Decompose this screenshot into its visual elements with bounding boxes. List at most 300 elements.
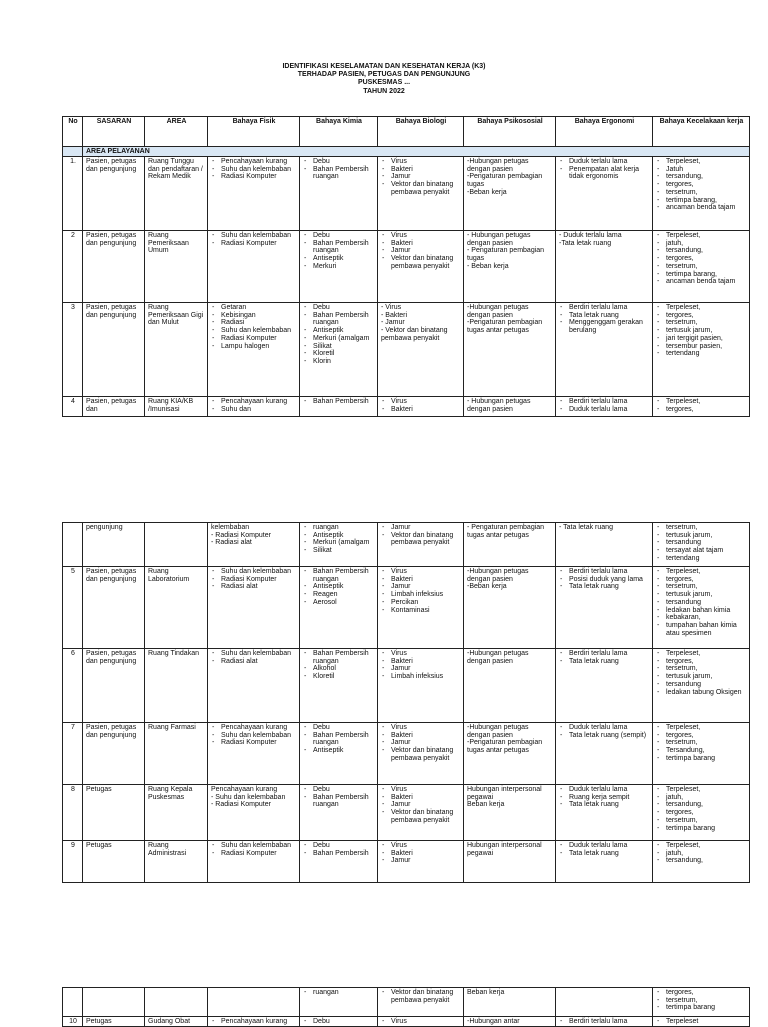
list-item: - Bakteri [381, 850, 461, 858]
header-bahaya-kimia: Bahaya Kimia [300, 117, 378, 147]
list-item: - Bahan Pembersih ruangan [303, 240, 375, 255]
list-item: - Suhu dan kelembaban [211, 568, 297, 576]
row-bahaya-kecelakaan [653, 723, 750, 785]
list-item: - tersetrum, [656, 319, 747, 327]
row-bahaya-kimia [300, 649, 378, 723]
list-item: - tersetrum, [656, 997, 747, 1005]
row-sasaran: Pasien, petugas dan pengunjung [83, 723, 145, 785]
list-item: -Pengaturan pembagian tugas [467, 173, 543, 189]
list-item: - tersembur pasien, [656, 343, 747, 351]
list-item: - Jamur [381, 857, 461, 865]
row-bahaya-kecelakaan [653, 785, 750, 841]
row-number: 4 [63, 397, 83, 417]
list-item: - tergores, [656, 576, 747, 584]
list-item: - Virus [381, 842, 461, 850]
list-item: - Kontaminasi [381, 607, 461, 615]
list-item: - Ruang kerja sempit [559, 794, 650, 802]
list-item: - Radiasi Komputer [211, 335, 297, 343]
row-bahaya-kimia [300, 988, 378, 1017]
list-item: - Debu [303, 786, 375, 794]
row-bahaya-kecelakaan [653, 157, 750, 231]
list-item: - Virus [381, 724, 461, 732]
list-item: - Suhu dan kelembaban [211, 232, 297, 240]
list-item: - Radiasi alat [211, 658, 297, 666]
list-item: - Percikan [381, 599, 461, 607]
list-item: - Alkohol [303, 665, 375, 673]
list-item: - Vektor dan binatang pembawa penyakit [381, 181, 461, 196]
list-item: - Bakteri [381, 658, 461, 666]
list-item: - Jamur [381, 801, 461, 809]
list-item: -Beban kerja [467, 188, 507, 196]
document-title [0, 63, 768, 96]
list-item: - Virus [381, 1018, 461, 1026]
table-row [63, 523, 750, 567]
row-bahaya-kecelakaan [653, 397, 750, 417]
list-item: - Bahan Pembersih ruangan [303, 732, 375, 747]
list-item: - Bakteri [381, 311, 408, 319]
list-item: - Antiseptik [303, 327, 375, 335]
row-bahaya-biologi [378, 785, 464, 841]
list-item: - tersetrum, [656, 739, 747, 747]
row-bahaya-fisik [208, 397, 300, 417]
row-area: Ruang Kepala Puskesmas [145, 785, 208, 841]
row-area: Ruang Laboratorium [145, 567, 208, 649]
title-line-3: PUSKESMAS ... [357, 79, 411, 87]
list-item: - Berdiri terlalu lama [559, 398, 650, 406]
list-item: - Suhu dan kelembaban [211, 793, 286, 801]
list-item: - Jamur [381, 173, 461, 181]
row-bahaya-fisik [208, 988, 300, 1017]
list-item: - ancaman benda tajam [656, 278, 747, 286]
list-item: - Pengaturan pembagian tugas antar petugas [467, 524, 545, 539]
list-item: - tersetrum, [656, 817, 747, 825]
list-item: - Virus [381, 232, 461, 240]
list-item: - Berdiri terlalu lama [559, 304, 650, 312]
list-item: - Pencahayaan kurang [211, 1018, 297, 1026]
list-item: - Menggenggam gerakan berulang [559, 319, 650, 334]
k3-table-page-1 [62, 116, 750, 417]
list-item: - tergores, [656, 255, 747, 263]
list-item: - Virus [381, 304, 402, 311]
row-number: 10 [63, 1017, 83, 1027]
row-area: Ruang Tindakan [145, 649, 208, 723]
list-item: - Suhu dan kelembaban [211, 166, 297, 174]
list-item: -Hubungan petugas dengan pasien [467, 158, 529, 173]
row-sasaran: Petugas [83, 1017, 145, 1027]
row-number [63, 523, 83, 567]
list-item: Pencahayaan kurang [211, 786, 278, 793]
row-bahaya-kimia [300, 157, 378, 231]
list-item: - Bakteri [381, 166, 461, 174]
row-area: Gudang Obat [145, 1017, 208, 1027]
row-bahaya-fisik [208, 649, 300, 723]
row-bahaya-fisik [208, 785, 300, 841]
row-number: 3 [63, 303, 83, 397]
list-item: - Duduk terlalu lama [559, 786, 650, 794]
row-bahaya-ergonomi [556, 988, 653, 1017]
row-bahaya-kecelakaan [653, 1017, 750, 1027]
list-item: - Virus [381, 650, 461, 658]
row-bahaya-psiko [464, 397, 556, 417]
row-bahaya-kimia [300, 841, 378, 883]
table-row [63, 303, 750, 397]
list-item: - tersandung [656, 681, 747, 689]
list-item: - Terpeleset, [656, 842, 747, 850]
list-item: - Debu [303, 158, 375, 166]
list-item: - Suhu dan kelembaban [211, 842, 297, 850]
header-area: AREA [145, 117, 208, 147]
list-item: - tertimpa barang [656, 825, 747, 833]
row-bahaya-kimia [300, 723, 378, 785]
list-item: - Radiasi Komputer [211, 739, 297, 747]
list-item: - tersetrum, [656, 189, 747, 197]
list-item: - jatuh, [656, 850, 747, 858]
list-item: - tergores, [656, 809, 747, 817]
list-item: - Limbah infeksius [381, 673, 461, 681]
list-item: - Limbah infeksius [381, 591, 461, 599]
list-item: - Radiasi Komputer [211, 531, 271, 539]
list-item: - Silikat [303, 343, 375, 351]
list-item: - Hubungan petugas dengan pasien [467, 232, 531, 247]
row-bahaya-psiko [464, 988, 556, 1017]
list-item: - Vektor dan binatang pembawa penyakit [381, 809, 461, 824]
list-item: - Vektor dan binatang pembawa penyakit [381, 747, 461, 762]
list-item: - Debu [303, 1018, 375, 1026]
header-bahaya-ergonomi: Bahaya Ergonomi [556, 117, 653, 147]
list-item: - Tata letak ruang [559, 583, 650, 591]
list-item: - Bakteri [381, 794, 461, 802]
row-bahaya-kimia [300, 785, 378, 841]
list-item: - tertusuk jarum, [656, 532, 747, 540]
row-sasaran: pengunjung [83, 523, 145, 567]
list-item: - Kebisingan [211, 312, 297, 320]
list-item: -Hubungan antar [467, 1018, 520, 1025]
row-bahaya-ergonomi [556, 785, 653, 841]
row-bahaya-ergonomi [556, 303, 653, 397]
row-sasaran: Pasien, petugas dan pengunjung [83, 157, 145, 231]
table-row [63, 567, 750, 649]
list-item: - Vektor dan binatang pembawa penyakit [381, 532, 461, 547]
row-number: 8 [63, 785, 83, 841]
list-item: - Suhu dan kelembaban [211, 732, 297, 740]
list-item: - Pencahayaan kurang [211, 158, 297, 166]
list-item: - ruangan [303, 524, 375, 532]
list-item: - Bahan Pembersih ruangan [303, 568, 375, 583]
row-bahaya-biologi [378, 723, 464, 785]
list-item: - Bahan Pembersih ruangan [303, 650, 375, 665]
list-item: - Terpeleset, [656, 158, 747, 166]
list-item: - tertusuk jarum, [656, 673, 747, 681]
title-line-2: TERHADAP PASIEN, PETUGAS DAN PENGUNJUNG [297, 71, 471, 79]
list-item: - Terpeleset, [656, 650, 747, 658]
list-item: - tersandung, [656, 247, 747, 255]
list-item: -Hubungan petugas dengan pasien [467, 568, 529, 583]
list-item: -Hubungan petugas dengan pasien [467, 650, 529, 665]
row-bahaya-biologi [378, 231, 464, 303]
row-bahaya-kimia [300, 567, 378, 649]
row-bahaya-kecelakaan [653, 988, 750, 1017]
list-item: - Bakteri [381, 576, 461, 584]
row-bahaya-ergonomi [556, 841, 653, 883]
list-item: - tergores, [656, 658, 747, 666]
row-sasaran: Petugas [83, 785, 145, 841]
table-row [63, 988, 750, 1017]
list-item: - Jamur [381, 524, 461, 532]
list-item: - tergores, [656, 181, 747, 189]
list-item: - Virus [381, 158, 461, 166]
list-item: -Beban kerja [467, 583, 507, 591]
row-bahaya-biologi [378, 523, 464, 567]
list-item: - tertimpa barang, [656, 197, 747, 205]
header-sasaran: SASARAN [83, 117, 145, 147]
list-item: - Jamur [381, 665, 461, 673]
row-bahaya-ergonomi [556, 523, 653, 567]
area-section-empty [63, 147, 83, 157]
row-bahaya-kecelakaan [653, 649, 750, 723]
row-bahaya-biologi [378, 567, 464, 649]
list-item: Hubungan interpersonal pegawai [467, 842, 542, 857]
list-item: - Tata letak ruang [559, 312, 650, 320]
list-item: - Jamur [381, 247, 461, 255]
list-item: - Kloretil [303, 350, 375, 358]
list-item: - Radiasi Komputer [211, 850, 297, 858]
table-row [63, 1017, 750, 1027]
list-item: - Virus [381, 398, 461, 406]
list-item: - tergores, [656, 406, 747, 414]
row-area: Ruang Administrasi [145, 841, 208, 883]
list-item: - Bahan Pembersih [303, 398, 375, 406]
list-item: - Suhu dan kelembaban [211, 327, 297, 335]
row-area: Ruang KIA/KB /Imunisasi [145, 397, 208, 417]
list-item: - tersetrum, [656, 524, 747, 532]
list-item: - Berdiri terlalu lama [559, 1018, 650, 1026]
list-item: - Virus [381, 786, 461, 794]
list-item: - Radiasi Komputer [211, 173, 297, 181]
list-item: - Duduk terlalu lama [559, 724, 650, 732]
list-item: - Terpeleset, [656, 398, 747, 406]
list-item: - Getaran [211, 304, 297, 312]
list-item: - Merkuri (amalgam [303, 539, 375, 547]
list-item: - Vektor dan binatang pembawa penyakit [381, 255, 461, 270]
list-item: - Merkuri (amalgam [303, 335, 375, 343]
list-item: - tertimpa barang [656, 755, 747, 763]
list-item: - tergores, [656, 312, 747, 320]
row-bahaya-fisik [208, 231, 300, 303]
row-bahaya-kecelakaan [653, 567, 750, 649]
list-item: - Merkuri [303, 263, 375, 271]
list-item: - tersandung, [656, 857, 747, 865]
list-item: - Silikat [303, 547, 375, 555]
list-item: - Radiasi alat [211, 583, 297, 591]
list-item: - Bahan Pembersih [303, 850, 375, 858]
list-item: - Bahan Pembersih ruangan [303, 312, 375, 327]
list-item: - tertusuk jarum, [656, 327, 747, 335]
row-bahaya-fisik [208, 523, 300, 567]
list-item: - tersandung [656, 599, 747, 607]
list-item: - tersayat alat tajam [656, 547, 747, 555]
row-bahaya-kimia [300, 231, 378, 303]
list-item: - Antiseptik [303, 583, 375, 591]
header-bahaya-fisik: Bahaya Fisik [208, 117, 300, 147]
row-bahaya-psiko [464, 841, 556, 883]
list-item: - Bakteri [381, 732, 461, 740]
list-item: - Tata letak ruang [559, 850, 650, 858]
list-item: - tersetrum, [656, 583, 747, 591]
list-item: - Bakteri [381, 240, 461, 248]
list-item: - Debu [303, 304, 375, 312]
list-item: - Debu [303, 724, 375, 732]
header-bahaya-psikososial: Bahaya Psikososial [464, 117, 556, 147]
row-bahaya-ergonomi [556, 397, 653, 417]
list-item: - Antiseptik [303, 255, 375, 263]
list-item: - tertimpa barang, [656, 271, 747, 279]
list-item: - Terpeleset, [656, 232, 747, 240]
list-item: - Tata letak ruang (sempit) [559, 732, 650, 740]
list-item: Beban kerja [467, 989, 505, 996]
list-item: - Duduk terlalu lama [559, 842, 650, 850]
list-item: Beban kerja [467, 801, 505, 809]
row-number: 1. [63, 157, 83, 231]
table-row [63, 841, 750, 883]
list-item: - Pengaturan pembagian tugas [467, 247, 545, 263]
list-item: - Virus [381, 568, 461, 576]
area-section-label: AREA PELAYANAN [83, 147, 750, 157]
list-item: - Jamur [381, 583, 461, 591]
row-bahaya-psiko [464, 649, 556, 723]
row-bahaya-psiko [464, 785, 556, 841]
list-item: - Posisi duduk yang lama [559, 576, 650, 584]
row-bahaya-ergonomi [556, 157, 653, 231]
row-number: 6 [63, 649, 83, 723]
row-bahaya-kimia [300, 303, 378, 397]
list-item: -Tata letak ruang [559, 239, 612, 247]
list-item: - tertendang [656, 350, 747, 358]
row-area [145, 523, 208, 567]
list-item: - Radiasi [211, 319, 297, 327]
list-item: - Bakteri [381, 406, 461, 414]
row-bahaya-kecelakaan [653, 841, 750, 883]
row-number: 7 [63, 723, 83, 785]
list-item: - tergores, [656, 989, 747, 997]
table-row [63, 785, 750, 841]
row-bahaya-fisik [208, 723, 300, 785]
row-bahaya-biologi [378, 397, 464, 417]
row-area: Ruang Tunggu dan pendaftaran / Rekam Medik [145, 157, 208, 231]
row-number: 5 [63, 567, 83, 649]
list-item: - tersetrum, [656, 263, 747, 271]
list-item: - ledakan tabung Oksigen [656, 689, 747, 697]
k3-table-page-3 [62, 987, 750, 1027]
row-bahaya-biologi [378, 988, 464, 1017]
list-item: - Duduk terlalu lama [559, 158, 650, 166]
list-item: - Terpeleset, [656, 304, 747, 312]
row-bahaya-psiko [464, 157, 556, 231]
row-area: Ruang Pemeriksaan Umum [145, 231, 208, 303]
list-item: - Pencahayaan kurang [211, 724, 297, 732]
list-item: - jari tergigit pasien, [656, 335, 747, 343]
list-item: - Terpeleset [656, 1018, 747, 1026]
list-item: - ruangan [303, 989, 375, 997]
row-sasaran: Pasien, petugas dan pengunjung [83, 231, 145, 303]
title-line-4: TAHUN 2022 [363, 87, 405, 95]
row-sasaran: Petugas [83, 841, 145, 883]
list-item: - Bahan Pembersih ruangan [303, 166, 375, 181]
row-bahaya-biologi [378, 1017, 464, 1027]
list-item: - Jamur [381, 739, 461, 747]
list-item: - Jatuh [656, 166, 747, 174]
row-bahaya-kimia [300, 397, 378, 417]
row-area: Ruang Pemeriksaan Gigi dan Mulut [145, 303, 208, 397]
row-bahaya-kecelakaan [653, 523, 750, 567]
list-item: -Pengaturan pembagian tugas antar petugas [467, 319, 543, 335]
area-section-row [63, 147, 750, 157]
list-item: - ancaman benda tajam [656, 204, 747, 212]
list-item: - Vektor dan binatang pembawa penyakit [381, 989, 461, 1004]
row-area: Ruang Farmasi [145, 723, 208, 785]
row-bahaya-fisik [208, 303, 300, 397]
row-sasaran: Pasien, petugas dan pengunjung [83, 303, 145, 397]
list-item: Hubungan interpersonal pegawai [467, 786, 542, 801]
row-number [63, 988, 83, 1017]
row-bahaya-biologi [378, 157, 464, 231]
list-item: - Antiseptik [303, 747, 375, 755]
list-item: -Hubungan petugas dengan pasien [467, 304, 529, 319]
row-bahaya-psiko [464, 523, 556, 567]
row-bahaya-kimia [300, 523, 378, 567]
list-item: - Pencahayaan kurang [211, 398, 297, 406]
list-item: kelembaban [211, 524, 250, 531]
row-bahaya-ergonomi [556, 231, 653, 303]
row-number: 2 [63, 231, 83, 303]
list-item: - ledakan bahan kimia [656, 607, 747, 615]
row-bahaya-psiko [464, 231, 556, 303]
table-row [63, 231, 750, 303]
list-item: - Radiasi Komputer [211, 576, 297, 584]
list-item: - Bahan Pembersih ruangan [303, 794, 375, 809]
list-item: - tersandung, [656, 801, 747, 809]
row-bahaya-kimia [300, 1017, 378, 1027]
list-item: - tersandung [656, 539, 747, 547]
row-sasaran: Pasien, petugas dan [83, 397, 145, 417]
table-row [63, 649, 750, 723]
list-item: - Hubungan petugas dengan pasien [467, 398, 531, 413]
row-bahaya-psiko [464, 1017, 556, 1027]
list-item: - Duduk terlalu lama [559, 232, 622, 239]
row-bahaya-fisik [208, 841, 300, 883]
list-item: - Reagen [303, 591, 375, 599]
list-item: - tertendang [656, 555, 747, 563]
list-item: - tersetrum, [656, 665, 747, 673]
row-bahaya-psiko [464, 567, 556, 649]
table-row [63, 397, 750, 417]
row-bahaya-fisik [208, 1017, 300, 1027]
list-item: - Tata letak ruang [559, 658, 650, 666]
list-item: - Terpeleset, [656, 724, 747, 732]
row-bahaya-ergonomi [556, 567, 653, 649]
list-item: - Antiseptik [303, 532, 375, 540]
list-item: - tertimpa barang [656, 1004, 747, 1012]
table-row [63, 157, 750, 231]
table-row [63, 723, 750, 785]
row-bahaya-fisik [208, 567, 300, 649]
row-bahaya-ergonomi [556, 1017, 653, 1027]
list-item: - Radiasi Komputer [211, 240, 297, 248]
list-item: - Penempatan alat kerja tidak ergonomis [559, 166, 650, 181]
list-item: - jatuh, [656, 240, 747, 248]
list-item: - Terpeleset, [656, 786, 747, 794]
row-bahaya-psiko [464, 303, 556, 397]
row-area [145, 988, 208, 1017]
